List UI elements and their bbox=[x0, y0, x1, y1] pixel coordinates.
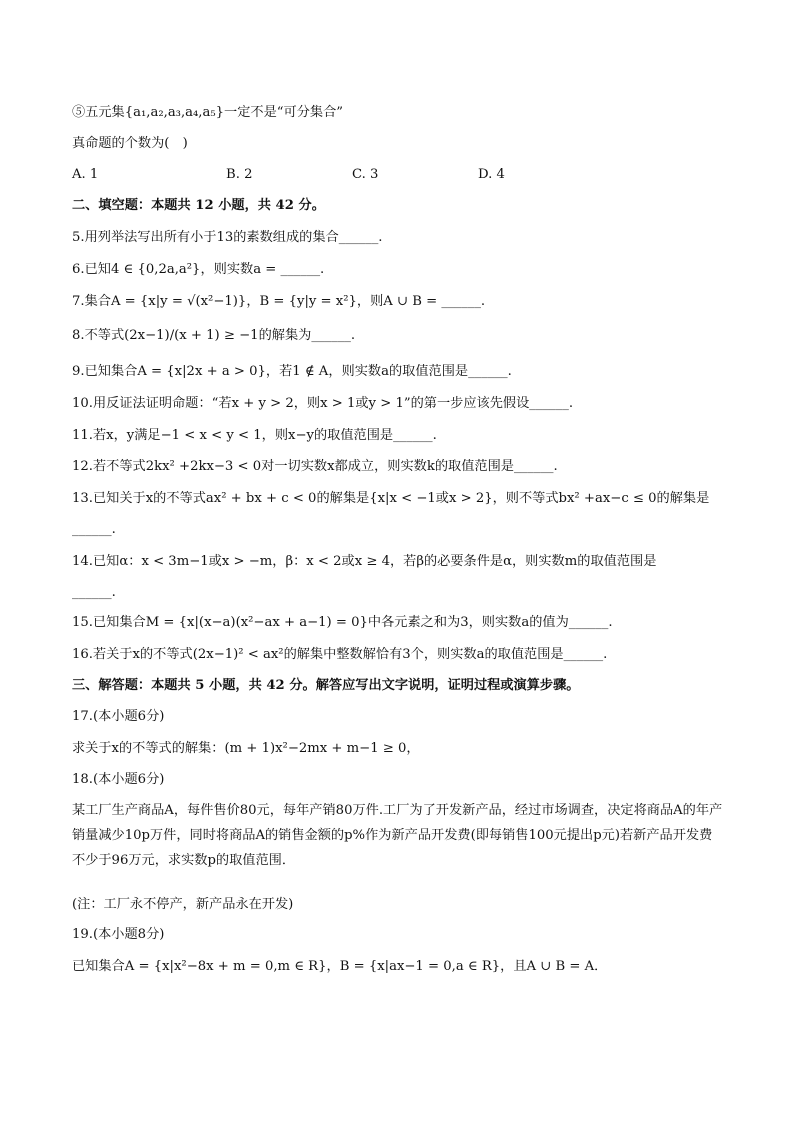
question-14: 14.已知α：x < 3m−1或x > −m，β：x < 2或x ≥ 4，若β的必要条件是α，则实数m的取值范围是 bbox=[72, 554, 657, 569]
question-19-header: 19.(本小题8分) bbox=[72, 927, 165, 942]
question-18-note: (注：工厂永不停产，新产品永在开发) bbox=[72, 897, 294, 912]
section-heading-fill-in: 二、填空题：本题共 12 小题，共 42 分。 bbox=[72, 198, 325, 213]
option-b: B. 2 bbox=[226, 167, 253, 182]
question-18: 某工厂生产商品A，每件售价80元，每年产销80万件.工厂为了开发新产品，经过市场调查，决定将商品A的年产销量减少10p万件，同时将商品A的销售金额的p%作为新产品开发费(即每销售100元提出p元)若新产品开发费不少于96万元，求实数p的取值范围． bbox=[72, 803, 723, 868]
question-18-header: 18.(本小题6分) bbox=[72, 772, 165, 787]
question-count-prompt: 真命题的个数为( ) bbox=[72, 136, 188, 151]
question-15: 15.已知集合M = {x|(x−a)(x²−ax + a−1) = 0}中各元素之和为3，则实数a的值为______. bbox=[72, 615, 613, 630]
question-12: 12.若不等式2kx² +2kx−3 < 0对一切实数x都成立，则实数k的取值范围是______. bbox=[72, 459, 558, 474]
question-9: 9.已知集合A = {x|2x + a > 0}，若1 ∉ A，则实数a的取值范围是______. bbox=[72, 364, 512, 379]
section-heading-solutions: 三、解答题：本题共 5 小题，共 42 分。解答应写出文字说明，证明过程或演算步骤。 bbox=[72, 678, 580, 693]
question-17-header: 17.(本小题6分) bbox=[72, 709, 165, 724]
question-8: 8.不等式(2x−1)/(x + 1) ≥ −1的解集为______. bbox=[72, 328, 356, 343]
question-14-blank: ______. bbox=[72, 585, 116, 600]
question-17: 求关于x的不等式的解集：(m + 1)x²−2mx + m−1 ≥ 0， bbox=[72, 741, 420, 756]
option-c: C. 3 bbox=[352, 167, 379, 182]
question-5: 5.用列举法写出所有小于13的素数组成的集合______. bbox=[72, 230, 383, 245]
option-d: D. 4 bbox=[478, 167, 505, 182]
question-13: 13.已知关于x的不等式ax² + bx + c < 0的解集是{x|x < −1或x > 2}，则不等式bx² +ax−c ≤ 0的解集是 bbox=[72, 491, 710, 506]
item-5-statement: ⑤五元集{a₁,a₂,a₃,a₄,a₅}一定不是“可分集合” bbox=[72, 105, 344, 120]
question-13-blank: ______. bbox=[72, 522, 116, 537]
question-6: 6.已知4 ∈ {0,2a,a²}，则实数a = ______. bbox=[72, 262, 325, 277]
question-16: 16.若关于x的不等式(2x−1)² < ax²的解集中整数解恰有3个，则实数a的取值范围是______. bbox=[72, 647, 608, 662]
option-a: A. 1 bbox=[72, 167, 99, 182]
question-7: 7.集合A = {x|y = √(x²−1)}，B = {y|y = x²}，则A ∪ B = ______. bbox=[72, 294, 486, 309]
question-19: 已知集合A = {x|x²−8x + m = 0,m ∈ R}，B = {x|ax−1 = 0,a ∈ R}，且A ∪ B = A． bbox=[72, 959, 608, 974]
question-10: 10.用反证法证明命题：“若x + y > 2，则x > 1或y > 1”的第一步应该先假设______. bbox=[72, 396, 574, 411]
question-11: 11.若x，y满足−1 < x < y < 1，则x−y的取值范围是______. bbox=[72, 428, 437, 443]
